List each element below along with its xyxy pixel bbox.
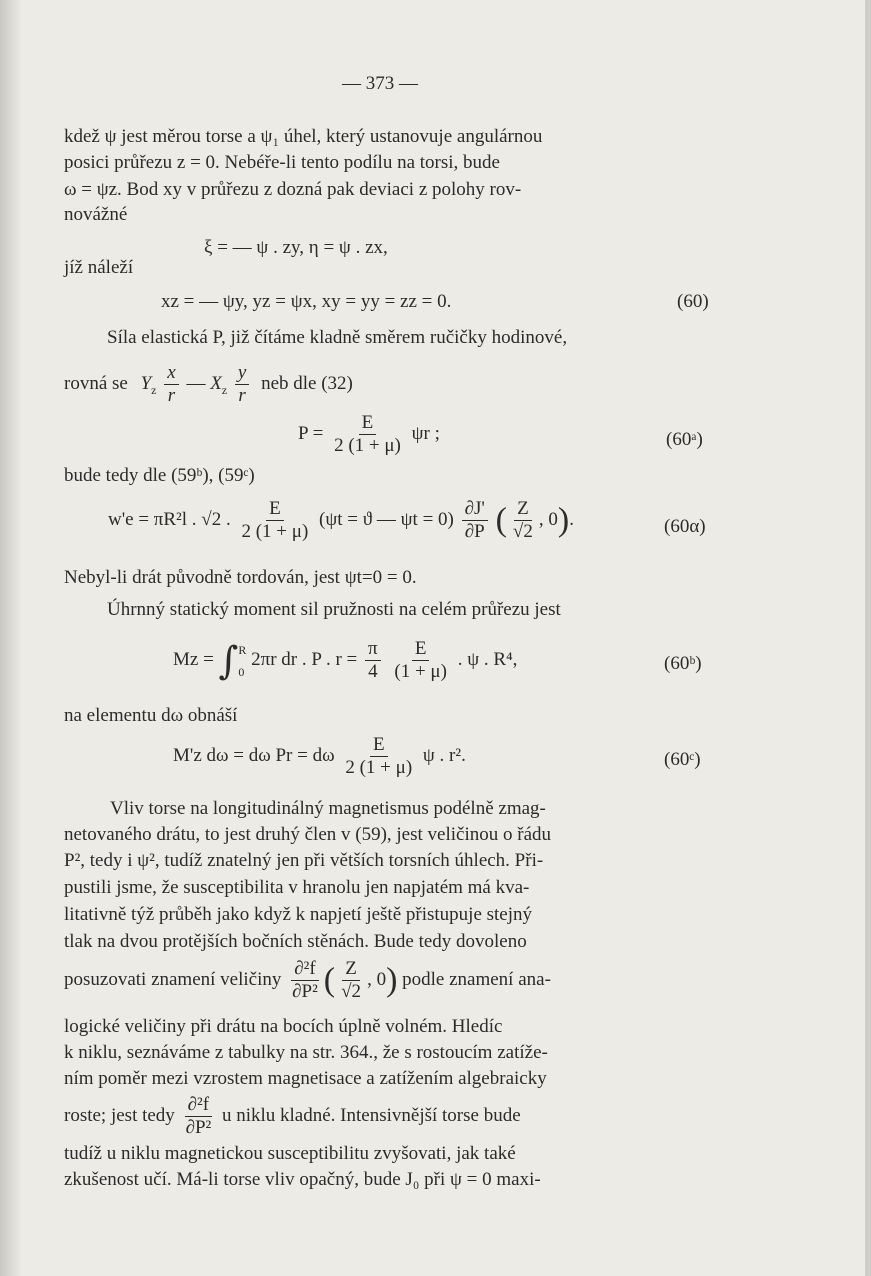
page-edge <box>865 0 871 1276</box>
eq-part: ∂²f <box>185 1094 212 1117</box>
eq-part: 2 (1 + μ) <box>345 757 413 778</box>
equation-60a <box>298 412 440 457</box>
text-span: rovná se <box>64 372 128 394</box>
equation-60alpha: w'e = πR²l . √2 . $\frac{E}{2 (1 + \mu)}$ (ψt = ϑ — ψt = 0) $\frac{\partial J'}{\partial P}$ ( $\frac{Z}{√2}$ , 0). <box>108 498 574 542</box>
text-line: Nebyl-li drát původně tordován, jest ψt=0 = 0. <box>64 567 417 588</box>
text-line: tlak na dvou protějších bočních stěnách. Bude tedy dovoleno <box>64 931 527 952</box>
eq-part: E <box>359 412 377 435</box>
eq-part: (ψt = ϑ — ψt = 0) <box>319 508 454 530</box>
eq-part: E <box>412 638 430 661</box>
eq-part: , 0 <box>367 968 387 990</box>
eq-part: 2 (1 + μ) <box>334 435 401 456</box>
eq-part: , 0 <box>538 508 558 530</box>
eq-part: ∂²f <box>291 958 318 981</box>
text-line-roste <box>64 1094 521 1139</box>
text-span: podle znamení ana- <box>402 968 551 990</box>
text-line: zkušenost učí. Má-li torse vliv opačný, bude J₀ při ψ = 0 maxi- <box>64 1169 541 1190</box>
page-spine-shadow <box>0 0 22 1276</box>
equation-number: (60) <box>677 291 709 312</box>
equation-number: (60ᶜ) <box>664 749 701 770</box>
eq-part: √2 <box>512 521 533 542</box>
equation-number: (60α) <box>664 516 706 537</box>
text-span: neb dle (32) <box>261 372 353 394</box>
eq-part: . ψ . R⁴, <box>457 648 518 670</box>
eq-part: E <box>266 498 284 521</box>
text-line: netovaného drátu, to jest druhý člen v (59), jest veličinou o řádu <box>64 824 552 845</box>
text-line: pustili jsme, že susceptibilita v hranolu jen napjatém má kva- <box>64 877 530 898</box>
text-line: ním poměr mezi vzrostem magnetisace a zatížením algebraicky <box>64 1068 547 1089</box>
integral-sign: ∫ <box>218 638 239 683</box>
text-line-posuz: posuzovati znamení veličiny $\frac{\text{∂²f}}{\text{∂P²}}$ ( $\frac{Z}{√2}$ , 0) podle znamení ana- <box>64 958 551 1002</box>
eq-part: 2 (1 + μ) <box>241 521 309 542</box>
eq-part: ∂P <box>464 521 485 542</box>
text-line: logické veličiny při drátu na bocích úplně volném. Hledíc <box>64 1016 503 1037</box>
text-line: bude tedy dle (59ᵇ), (59ᶜ) <box>64 465 255 486</box>
equation-60: xz = — ψy, yz = ψx, xy = yy = zz = 0. <box>161 291 452 312</box>
text-line: jíž náleží <box>64 257 134 278</box>
eq-part: E <box>370 734 388 757</box>
eq-part: R <box>238 642 247 657</box>
text-line: posici průřezu z = 0. Nebéře-li tento podílu na torsi, bude <box>64 152 500 173</box>
text-line: tudíž u niklu magnetickou susceptibilitu zvyšovati, jak také <box>64 1143 516 1164</box>
eq-part: Z <box>342 958 360 981</box>
equation-number: (60ᵃ) <box>666 429 703 450</box>
equation-60c <box>173 734 466 779</box>
equation-xi-eta: ξ = — ψ . zy, η = ψ . zx, <box>204 237 388 258</box>
text-line: na elementu dω obnáší <box>64 705 238 726</box>
equation-number: (60ᵇ) <box>664 653 702 674</box>
text-span: posuzovati znamení veličiny <box>64 968 282 990</box>
eq-part: ∂P² <box>185 1117 212 1138</box>
text-line: kdež ψ jest měrou torse a ψ₁ úhel, který ustanovuje angulárnou <box>64 126 543 147</box>
text-line: litativně týž průběh jako když k napjetí ještě přistupuje stejný <box>64 904 533 925</box>
text-line: Úhrnný statický moment sil pružnosti na celém průřezu jest <box>107 599 561 620</box>
text-line: ω = ψz. Bod xy v průřezu z dozná pak deviaci z polohy rov- <box>64 179 522 200</box>
eq-part: √2 <box>341 981 362 1002</box>
equation-60b <box>173 638 517 683</box>
text-line: novážné <box>64 204 128 225</box>
text-span: roste; jest tedy <box>64 1104 175 1126</box>
eq-part: Mz = <box>173 648 214 670</box>
eq-part: P = <box>298 422 324 444</box>
eq-part: (1 + μ) <box>394 661 447 682</box>
eq-part: ψr ; <box>411 422 440 444</box>
text-line: P², tedy i ψ², tudíž znatelný jen při větších torsních úhlech. Při- <box>64 850 544 871</box>
eq-part: 4 <box>368 661 378 682</box>
eq-part: M'z dω = dω Pr = dω <box>173 744 335 766</box>
eq-part: ψ . r². <box>422 744 466 766</box>
text-span: u niklu kladné. Intensivnější torse bude <box>221 1104 521 1126</box>
eq-part: Z <box>514 498 532 521</box>
text-line: k niklu, seznáváme z tabulky na str. 364., že s rostoucím zatíže- <box>64 1042 548 1063</box>
eq-part: π <box>365 638 381 661</box>
page-number: — 373 — <box>342 73 418 94</box>
eq-part: w'e = πR²l . √2 . <box>108 508 231 530</box>
eq-part: 2πr dr . P . r = <box>251 648 358 670</box>
eq-part: 0 <box>238 664 245 679</box>
text-line-rovna: rovná se $Y_z$ $\frac{x}{r}$ — $X_z$ $\frac{y}{r}$ neb dle (32) <box>64 362 353 406</box>
eq-part: ∂J' <box>462 498 488 521</box>
text-line: Síla elastická P, již čítáme kladně směrem ručičky hodinové, <box>107 327 568 348</box>
text-line: Vliv torse na longitudinálný magnetismus podélně zmag- <box>110 798 546 819</box>
eq-part: ∂P² <box>292 981 318 1002</box>
